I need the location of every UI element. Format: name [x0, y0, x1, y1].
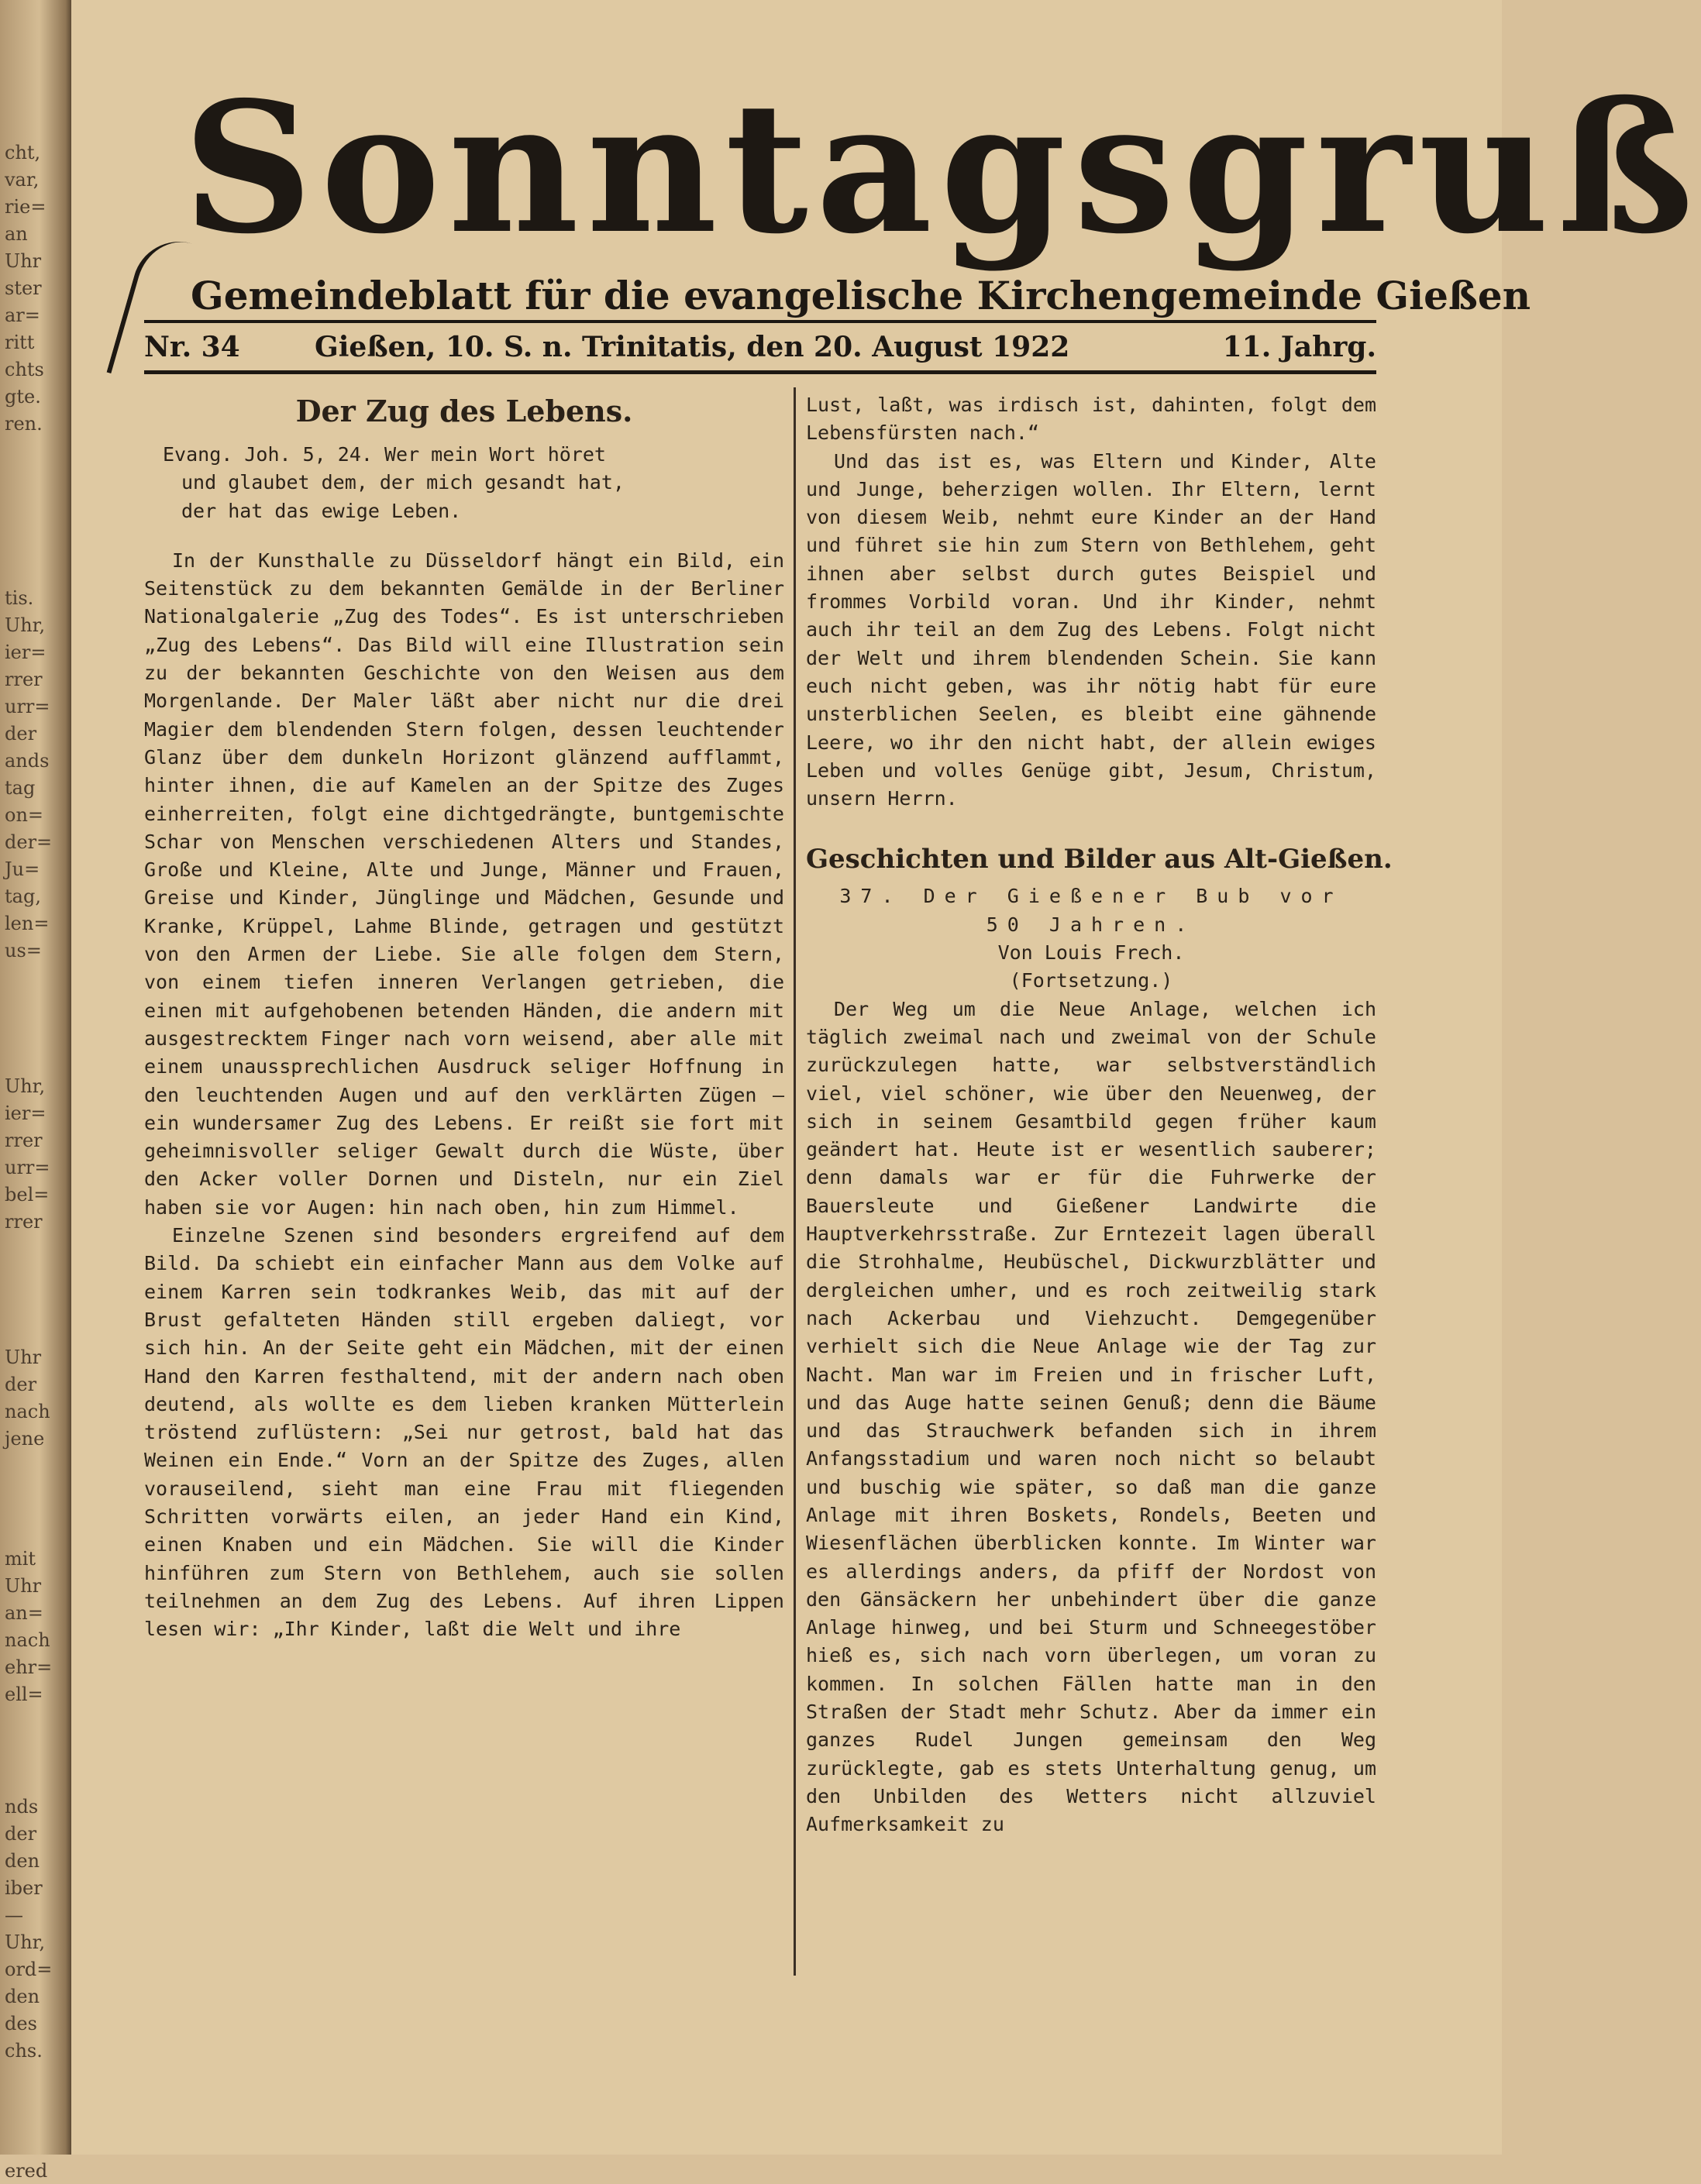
article-paragraph: Und das ist es, was Eltern und Kinder, Alte und Junge, beherzigen wollen. Ihr Eltern, lernt von diesem Weib, nehmt eure Kinder an der Hand und führet sie hin zum Stern von Bethlehem, geht ihnen aber selbst durch gutes Beispiel und frommes Vorbild voran. Und ihr Kinder, nehmt auch ihr teil an dem Zug des Lebens. Folgt nicht der Welt und ihrem blendenden Schein. Sie kann euch nicht geben, was ihr nötig habt für eure unsterblichen Seelen, es bleibt eine gähnende Leere, wo ihr den nicht habt, der allein ewiges Leben und volles Genüge gibt, Jesum, Christum, unsern Herrn.: [806, 449, 1376, 810]
adjacent-page-fragment: ier=: [5, 1102, 46, 1124]
left-column: [144, 391, 784, 1643]
adjacent-page-fragment: on=: [5, 804, 44, 826]
section-heading: Geschichten und Bilder aus Alt-Gießen.: [806, 844, 1393, 875]
adjacent-page-fragment: Uhr: [5, 250, 42, 272]
adjacent-page-fragment: cht,: [5, 142, 41, 163]
adjacent-page-fragment: ren.: [5, 413, 43, 435]
adjacent-page-fragment: urr=: [5, 1157, 50, 1178]
article-paragraph: In der Kunsthalle zu Düsseldorf hängt ein Bild, ein Seitenstück zu dem bekannten Gemälde in der Berliner Nationalgalerie „Zug des Todes“. Es ist unterschrieben „Zug des Lebens“. Das Bild will eine Illustration sein zu der bekannten Geschichte von den Weisen aus dem Morgenlande. Der Maler läßt aber nicht nur die drei Magier dem blendenden Stern folgen, dessen leuchtender Glanz über dem dunkeln Horizont glänzend aufflammt, hinter ihnen, die auf Kamelen an der Spitze des Zuges einherreiten, folgt eine dichtgedrängte, buntgemischte Schar von Menschen verschiedenen Alters und Standes, Große und Kleine, Alte und Junge, Männer und Frauen, Greise und Kinder, Jünglinge und Mädchen, Gesunde und Kranke, Krüppel, Lahme Blinde, getragen und gestützt von den Armen der Liebe. Sie alle folgen dem Stern, von einem tiefen inneren Verlangen getrieben, die einen mit aufgehobenen betenden Händen, die andern mit ausgestrecktem Finger nach vorn weisend, aber alle mit einem unaussprechlichen Ausdruck seliger Hoffnung in den leuchtenden Augen und auf den verklärten Zügen — ein wundersamer Zug des Lebens. Er reißt sie fort mit geheimnisvoller seliger Gewalt durch die Wüste, über den Acker voller Dornen und Disteln, nur ein Ziel haben sie vor Augen: hin nach oben, hin zum Himmel.: [144, 549, 784, 1219]
issue-number: Nr. 34: [144, 331, 240, 363]
adjacent-page-fragment: mit: [5, 1548, 36, 1570]
adjacent-page-fragment: nach: [5, 1401, 50, 1422]
volume-year: 11. Jahrg.: [1222, 331, 1376, 363]
adjacent-page-fragment: Uhr: [5, 1347, 42, 1368]
story-author: Von Louis Frech.: [997, 941, 1185, 965]
adjacent-page-fragment: chs.: [5, 2040, 43, 2062]
masthead-rule-top: [144, 320, 1376, 323]
adjacent-page-fragment: ritt: [5, 332, 35, 353]
adjacent-page-fragment: Ju=: [5, 858, 40, 880]
adjacent-page-fragment: urr=: [5, 696, 50, 717]
bible-verse-line: der hat das ewige Leben.: [181, 499, 462, 522]
adjacent-page-fragment: ster: [5, 277, 42, 299]
adjacent-page-fragment: gte.: [5, 386, 41, 408]
adjacent-page-fragment: rrer: [5, 1211, 43, 1233]
story-title: 37. Der Gießener Bub vor: [839, 885, 1343, 908]
adjacent-page-fragment: nach: [5, 1629, 50, 1651]
adjacent-page-fragment: bel=: [5, 1184, 50, 1205]
adjacent-page-fragment: Uhr,: [5, 1075, 46, 1097]
adjacent-page-fragment: Uhr,: [5, 1931, 46, 1953]
adjacent-page-fragment: der: [5, 723, 37, 745]
adjacent-page-fragment: ar=: [5, 304, 40, 326]
adjacent-page-fragment: rrer: [5, 1130, 43, 1151]
adjacent-page-fragment: iber: [5, 1877, 43, 1899]
dateline: [144, 325, 1376, 369]
adjacent-page-fragment: us=: [5, 940, 42, 961]
right-column: [806, 391, 1393, 1839]
article-heading: Der Zug des Lebens.: [295, 394, 633, 428]
adjacent-page-fragment: nds: [5, 1796, 39, 1818]
adjacent-page-fragment: den: [5, 1986, 40, 2007]
adjacent-page-fragment: an: [5, 223, 28, 245]
adjacent-page-fragment: —: [5, 1904, 23, 1926]
adjacent-page-fragment: Uhr: [5, 1575, 42, 1597]
article-continuation: Lust, laßt, was irdisch ist, dahinten, folgt dem Lebensfürsten nach.“: [806, 394, 1376, 445]
adjacent-page-fragment: ord=: [5, 1959, 53, 1980]
bible-verse-line: Evang. Joh. 5, 24. Wer mein Wort höret: [163, 443, 606, 466]
adjacent-page-fragment: der: [5, 1823, 37, 1845]
adjacent-page-fragment: jene: [5, 1428, 45, 1450]
adjacent-page-fragment: ehr=: [5, 1656, 53, 1678]
date-place: Gießen, 10. S. n. Trinitatis, den 20. August 1922: [315, 331, 1070, 363]
adjacent-page-fragment: Uhr,: [5, 614, 46, 636]
masthead-rule-bottom: [144, 370, 1376, 374]
newspaper-subtitle: Gemeindeblatt für die evangelische Kirchengemeinde Gießen: [191, 273, 1531, 318]
adjacent-page-edge: [0, 0, 71, 2182]
adjacent-page-fragment: tis.: [5, 587, 34, 609]
adjacent-page-fragment: tag: [5, 777, 36, 799]
adjacent-page-fragment: ier=: [5, 641, 46, 663]
adjacent-page-fragment: des: [5, 2013, 37, 2034]
adjacent-page-fragment: ell=: [5, 1684, 43, 1705]
adjacent-page-fragment: der: [5, 1374, 37, 1395]
newspaper-title: Sonntagsgruß: [183, 62, 1701, 273]
bible-verse-line: und glaubet dem, der mich gesandt hat,: [181, 471, 625, 494]
adjacent-page-fragment: der=: [5, 831, 53, 853]
column-divider: [794, 387, 796, 1976]
continuation-note: (Fortsetzung.): [1009, 969, 1173, 992]
adjacent-page-fragment: tag,: [5, 886, 41, 907]
adjacent-page-fragment: ands: [5, 750, 50, 772]
adjacent-page-fragment: var,: [5, 169, 40, 191]
adjacent-page-fragment: rie=: [5, 196, 46, 218]
story-paragraph: Der Weg um die Neue Anlage, welchen ich täglich zweimal nach und zweimal von der Schule zurückzulegen hatte, war selbstverständlich viel, viel schöner, wie über den Neuenweg, der sich in seinem Gesamtbild gegen früher kaum geändert hat. Heute ist er wesentlich sauberer; denn damals war er für die Fuhrwerke der Bauersleute und Gießener Landwirte die Hauptverkehrsstraße. Zur Erntezeit lagen überall die Strohhalme, Heubüschel, Dickwurzblätter und dergleichen umher, und es roch zeitweilig stark nach Ackerbau und Viehzucht. Demgegenüber verhielt sich die Neue Anlage wie der Tag zur Nacht. Man war im Freien und in frischer Luft, und das Auge hatte seinen Genuß; denn die Bäume und das Strauchwerk befanden sich in ihrem Anfangsstadium und waren noch nicht so belaubt und buschig wie später, so daß man die ganze Anlage mit ihren Boskets, Rondels, Beeten und Wiesenflächen überblicken konnte. Im Winter war es allerdings anders, da pfiff der Nordost von den Gänsäckern her unbehindert über die ganze Anlage hinweg, und bei Sturm und Schneegestöber hieß es, sich nach vorn überlegen, um voran zu kommen. In solchen Fällen hatte man in den Straßen der Stadt mehr Schutz. Aber da immer ein ganzes Rudel Jungen gemeinsam den Weg zurücklegte, gab es stets Unterhaltung genug, um den Unbilden des Wetters nicht allzuviel Aufmerksamkeit zu: [806, 997, 1376, 1836]
adjacent-page-fragment: den: [5, 1850, 40, 1872]
adjacent-page-fragment: len=: [5, 913, 50, 934]
story-title: 50 Jahren.: [986, 913, 1197, 936]
adjacent-page-fragment: rrer: [5, 669, 43, 690]
adjacent-page-fragment: an=: [5, 1602, 43, 1624]
adjacent-page-fragment: chts: [5, 359, 44, 380]
adjacent-page-fragment: ered: [5, 2160, 48, 2182]
article-paragraph: Einzelne Szenen sind besonders ergreifend auf dem Bild. Da schiebt ein einfacher Mann aus dem Volke auf einem Karren sein todkrankes Weib, das mit auf der Brust gefalteten Händen still ergeben daliegt, vor sich hin. An der Seite geht ein Mädchen, mit der einen Hand den Karren festhaltend, mit der andern nach oben deutend, als wollte es dem lieben kranken Mütterlein tröstend zuflüstern: „Sei nur getrost, bald hat das Weinen ein Ende.“ Vorn an der Spitze des Zuges, allen vorauseilend, sieht man eine Frau mit fliegenden Schritten vorwärts eilen, an jeder Hand ein Kind, einen Knaben und ein Mädchen. Sie will die Kinder hinführen zum Stern von Bethlehem, auch sie sollen teilnehmen an dem Zug des Lebens. Auf ihren Lippen lesen wir: „Ihr Kinder, laßt die Welt und ihre: [144, 1224, 784, 1641]
newspaper-page: [71, 0, 1701, 2155]
